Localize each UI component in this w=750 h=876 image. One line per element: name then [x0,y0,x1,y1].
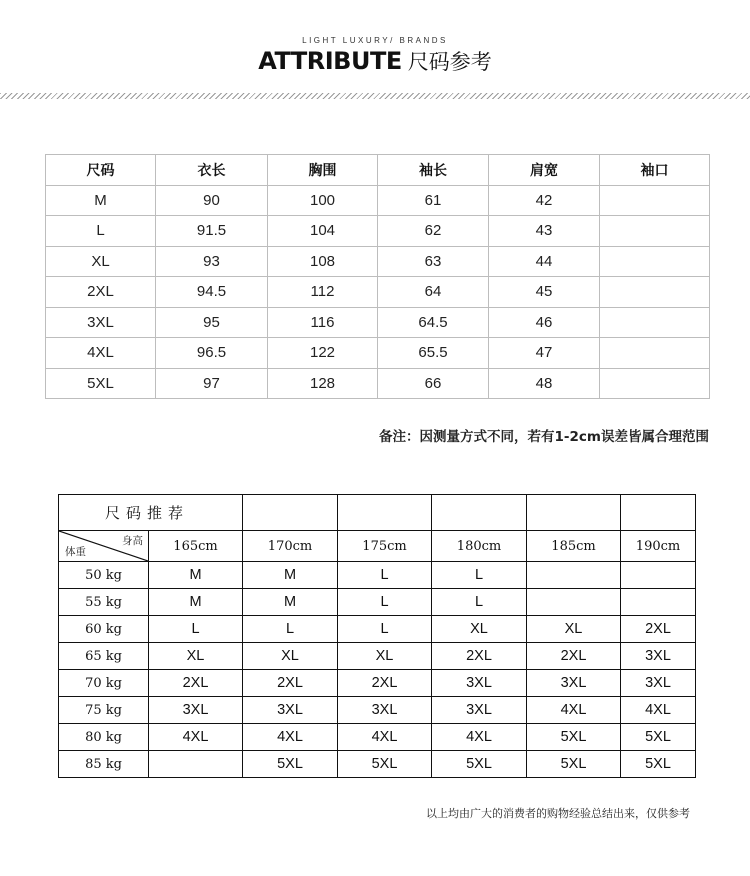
size-table-row [46,216,710,247]
measurement-cell: 64.5 [378,307,489,338]
recommended-size-cell: 2XL [621,616,696,643]
recommended-size-cell: M [243,562,338,589]
recommended-size-cell: 5XL [621,724,696,751]
title-chinese: 尺码参考 [407,50,492,74]
brand-subtitle: LIGHT LUXURY/ BRANDS [302,36,448,45]
recommended-size-cell: 5XL [243,751,338,778]
recommended-size-cell: XL [527,616,621,643]
recommended-size-cell: XL [338,643,432,670]
measurement-cell: 48 [489,368,600,399]
recommendation-row [59,724,696,751]
recommended-size-cell: 3XL [621,670,696,697]
recommended-size-cell: 3XL [243,697,338,724]
recommended-size-cell: 4XL [149,724,243,751]
size-chart-table [45,154,710,399]
weight-cell: 50 kg [59,562,149,589]
recommended-size-cell: M [149,589,243,616]
measurement-cell: 44 [489,246,600,277]
measurement-cell: 116 [268,307,378,338]
table-cell [527,495,621,531]
height-header: 170cm [243,531,338,562]
size-table-row [46,246,710,277]
size-label-cell: L [46,216,156,247]
size-table-header: 衣长 [156,155,268,186]
recommended-size-cell: 5XL [527,751,621,778]
measurement-cell [600,307,710,338]
measurement-cell: 42 [489,185,600,216]
recommended-size-cell: XL [149,643,243,670]
weight-cell: 75 kg [59,697,149,724]
measurement-cell [600,185,710,216]
recommendation-row [59,751,696,778]
measurement-cell: 90 [156,185,268,216]
recommended-size-cell: M [149,562,243,589]
recommended-size-cell: L [149,616,243,643]
size-label-cell: XL [46,246,156,277]
measurement-cell: 122 [268,338,378,369]
title-english: ATTRIBUTE [258,47,402,75]
recommended-size-cell: 4XL [432,724,527,751]
recommended-size-cell: 3XL [432,697,527,724]
size-recommendation-table [58,494,696,778]
weight-cell: 80 kg [59,724,149,751]
height-header: 190cm [621,531,696,562]
recommendation-title: 尺码推荐 [59,495,243,531]
size-table-row [46,368,710,399]
recommended-size-cell: 3XL [149,697,243,724]
height-label: 身高 [122,535,143,547]
recommended-size-cell: 5XL [621,751,696,778]
size-label-cell: 2XL [46,277,156,308]
recommended-size-cell: 4XL [621,697,696,724]
recommendation-row [59,562,696,589]
measurement-cell: 112 [268,277,378,308]
table-cell [621,495,696,531]
size-table-header: 袖口 [600,155,710,186]
recommended-size-cell [621,562,696,589]
measurement-cell: 64 [378,277,489,308]
measurement-cell: 100 [268,185,378,216]
measurement-cell: 93 [156,246,268,277]
size-table-row [46,277,710,308]
recommended-size-cell [149,751,243,778]
measurement-cell: 95 [156,307,268,338]
weight-label: 体重 [65,546,86,558]
recommendation-row [59,616,696,643]
page-title [0,46,750,76]
recommended-size-cell: 3XL [527,670,621,697]
height-header: 185cm [527,531,621,562]
size-table-header: 袖长 [378,155,489,186]
measurement-cell: 63 [378,246,489,277]
recommended-size-cell: 5XL [527,724,621,751]
measurement-cell [600,216,710,247]
recommended-size-cell: L [338,562,432,589]
measurement-cell: 96.5 [156,338,268,369]
measurement-cell: 91.5 [156,216,268,247]
measurement-cell: 97 [156,368,268,399]
measurement-note: 备注：因测量方式不同，若有1-2cm误差皆属合理范围 [379,429,709,445]
size-table-row [46,307,710,338]
size-table-row [46,185,710,216]
recommended-size-cell: L [338,589,432,616]
size-table-header: 肩宽 [489,155,600,186]
recommendation-row [59,643,696,670]
measurement-cell: 46 [489,307,600,338]
height-weight-corner [59,531,149,562]
measurement-cell: 62 [378,216,489,247]
recommended-size-cell: 2XL [338,670,432,697]
recommendation-title-row [59,495,696,531]
height-header: 180cm [432,531,527,562]
measurement-cell [600,368,710,399]
measurement-cell: 47 [489,338,600,369]
measurement-cell: 45 [489,277,600,308]
measurement-cell: 94.5 [156,277,268,308]
recommended-size-cell: L [243,616,338,643]
recommended-size-cell [527,589,621,616]
size-label-cell: 3XL [46,307,156,338]
size-table-header-row [46,155,710,186]
height-header: 165cm [149,531,243,562]
table-cell [338,495,432,531]
recommendation-row [59,589,696,616]
recommended-size-cell: XL [432,616,527,643]
measurement-cell [600,246,710,277]
size-label-cell: 5XL [46,368,156,399]
table-cell [432,495,527,531]
weight-cell: 85 kg [59,751,149,778]
measurement-cell: 61 [378,185,489,216]
recommended-size-cell: 2XL [527,643,621,670]
weight-cell: 55 kg [59,589,149,616]
recommendation-row [59,670,696,697]
weight-cell: 65 kg [59,643,149,670]
recommended-size-cell: L [432,589,527,616]
recommended-size-cell: L [432,562,527,589]
measurement-cell: 66 [378,368,489,399]
recommended-size-cell: 3XL [338,697,432,724]
recommended-size-cell: 2XL [149,670,243,697]
measurement-cell: 65.5 [378,338,489,369]
size-label-cell: M [46,185,156,216]
size-label-cell: 4XL [46,338,156,369]
measurement-cell [600,277,710,308]
recommended-size-cell [621,589,696,616]
recommended-size-cell: 2XL [432,643,527,670]
measurement-cell: 128 [268,368,378,399]
measurement-cell: 104 [268,216,378,247]
recommended-size-cell [527,562,621,589]
recommended-size-cell: 2XL [243,670,338,697]
height-header-row [59,531,696,562]
weight-cell: 60 kg [59,616,149,643]
recommended-size-cell: XL [243,643,338,670]
measurement-cell: 43 [489,216,600,247]
recommended-size-cell: 4XL [338,724,432,751]
recommended-size-cell: 3XL [621,643,696,670]
recommended-size-cell: L [338,616,432,643]
recommended-size-cell: 5XL [338,751,432,778]
footer-note: 以上均由广大的消费者的购物经验总结出来，仅供参考 [426,807,690,820]
measurement-cell [600,338,710,369]
size-table-header: 胸围 [268,155,378,186]
size-table-row [46,338,710,369]
table-cell [243,495,338,531]
measurement-cell: 108 [268,246,378,277]
recommended-size-cell: 3XL [432,670,527,697]
hatched-divider [0,93,750,99]
recommended-size-cell: 4XL [243,724,338,751]
recommended-size-cell: 4XL [527,697,621,724]
recommended-size-cell: 5XL [432,751,527,778]
weight-cell: 70 kg [59,670,149,697]
size-table-header: 尺码 [46,155,156,186]
recommendation-row [59,697,696,724]
recommended-size-cell: M [243,589,338,616]
height-header: 175cm [338,531,432,562]
